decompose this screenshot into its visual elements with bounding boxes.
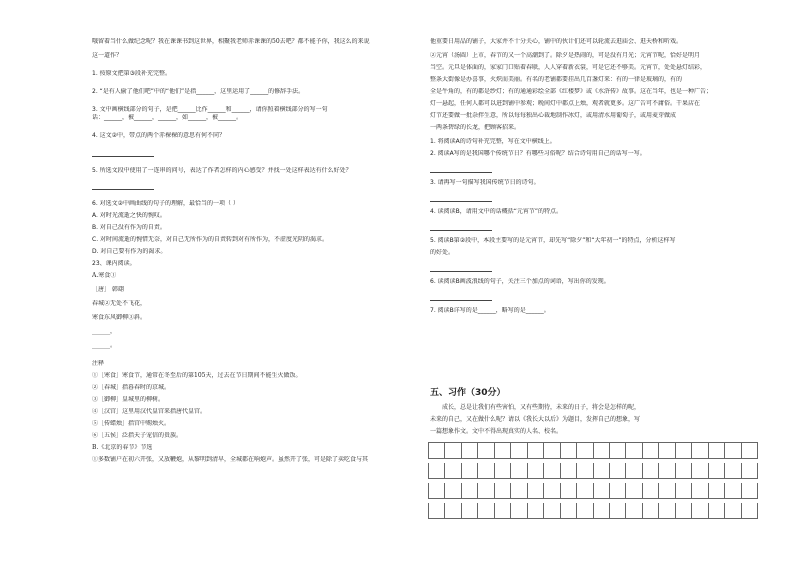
answer-line[interactable] [430,168,760,173]
grid-cell[interactable] [692,443,708,458]
grid-cell[interactable] [692,463,708,478]
answer-line[interactable] [430,226,760,231]
grid-row [428,483,758,499]
text-line: 哦留着当什么做纪念呢？我在课课书到这世界，相聚我老师赤课课的50去吧？都不能予你，我这么的来说 [92,38,370,45]
grid-cell[interactable] [659,503,675,518]
grid-cell[interactable] [709,463,725,478]
essay-section [430,384,760,438]
text-line: ③［御柳］皇城里的柳树。 [92,396,165,403]
grid-cell[interactable] [643,463,659,478]
grid-cell[interactable] [610,503,626,518]
grid-cell[interactable] [626,443,642,458]
grid-cell[interactable] [709,503,725,518]
grid-cell[interactable] [495,483,511,498]
grid-cell[interactable] [709,443,725,458]
text-line: 话：______，被______，______，如______，被______。 [92,114,243,121]
grid-cell[interactable] [742,483,758,498]
grid-cell[interactable] [528,443,544,458]
answer-line[interactable] [430,267,760,272]
grid-cell[interactable] [610,443,626,458]
text-line: B. 对自己没有作为的自责。 [92,224,166,231]
grid-cell[interactable] [428,503,445,518]
answer-line[interactable] [92,152,427,157]
grid-cell[interactable] [742,463,758,478]
text-line: 2. “是有人偷了他们吧”中的“他们”是指______，这里运用了______的修辞手法。 [92,88,305,95]
grid-cell[interactable] [561,503,577,518]
grid-cell[interactable] [462,483,478,498]
grid-cell[interactable] [725,503,741,518]
grid-cell[interactable] [511,483,527,498]
grid-cell[interactable] [428,483,445,498]
text-line: 他重要日用品的铺子，大家并不十分关心，铺中的伙计们还可以轮流去逛庙会、逛天桥和听戏。 [430,38,683,45]
text-line: A.寒食① [92,272,117,279]
text-line: ①［寒食］寒食节，通常在冬至后的第105天，过去在节日期间不能生火做饭。 [92,372,302,379]
grid-cell[interactable] [594,443,610,458]
text-line: ②元宵（汤圆）上市，春节的又一个高潮到了。除夕是热闹的，可是没有月光；元宵节呢，恰好是明月 [430,52,701,59]
answer-line[interactable] [430,197,760,202]
grid-row [428,503,758,519]
text-line: 这一道作？ [92,52,123,59]
grid-cell[interactable] [577,483,593,498]
grid-cell[interactable] [511,503,527,518]
grid-cell[interactable] [676,443,692,458]
answer-line[interactable] [92,185,427,190]
grid-cell[interactable] [577,463,593,478]
text-line: 1. 按原文把第③段补充完整。 [92,70,172,77]
grid-cell[interactable] [462,503,478,518]
text-line: 7. 阅读B详写的是______，略写的是______。 [430,307,550,314]
text-line: 3. 请再写一句描写我国传统节日的诗句。 [430,179,540,186]
grid-cell[interactable] [544,443,560,458]
essay-prompt-line-3: 一篇想象作文。文中不得出现真实的人名、校名。 [430,428,563,435]
text-line: ⑥［五侯］泛指天子宠信的贵族。 [92,432,183,439]
grid-cell[interactable] [643,503,659,518]
grid-cell[interactable] [626,463,642,478]
grid-cell[interactable] [692,503,708,518]
grid-cell[interactable] [478,503,494,518]
grid-cell[interactable] [725,483,741,498]
grid-cell[interactable] [626,483,642,498]
grid-cell[interactable] [577,503,593,518]
text-line: 5. 所选文段中使用了一连串的问号，表达了作者怎样的内心感受？并找一处这样表达有什么好处？ [92,167,352,174]
grid-row [428,443,758,459]
text-line: 23、课内阅读。 [92,260,136,267]
answer-line[interactable] [430,296,760,301]
essay-prompt-line-1: 成长，总是让我们有些害怕，又有些期待，未来的日子，将会是怎样的呢， [442,404,641,411]
text-line: ①多数铺户在初六开张，又放鞭炮，从黎明到清早，全城都在响炮声。虽然开了张，可是除了卖吃食与其 [92,456,369,463]
text-line: 灯节还要做一批杂拌生意，所以每每独出心裁地制作冰灯，或用清水用葡萄子，或用麦芽做成 [430,112,677,119]
grid-cell[interactable] [528,463,544,478]
grid-cell[interactable] [428,443,445,458]
grid-cell[interactable] [478,463,494,478]
text-line: 2. 阅读A写的是我国哪个传统节日？有哪些习俗呢？结合诗句用自己的话写一写。 [430,150,646,157]
text-line: 当空。元旦是体面的，家家门口贴着春联，人人穿着新衣裳，可是它还不够美。元宵节，处处悬灯结彩， [430,64,707,71]
grid-cell[interactable] [676,463,692,478]
text-line: 4. 读阅读B，请用文中的话概括“元宵节”的特点。 [430,208,562,215]
grid-cell[interactable] [676,503,692,518]
text-line: 6. 对选文②中画曲线的句子的理解，最恰当的一项（ ） [92,200,239,207]
text-line: 6. 读阅读B画波浪线的句子，关注三个加点的词语，写出你的发现。 [430,278,610,285]
text-line: 整条大街像是办喜事，火炽而美丽。有名的老铺都要挂出几百盏灯来：有的一律是玻璃的，有的 [430,76,683,83]
essay-heading: 五、习作（30分） [430,388,506,398]
grid-cell[interactable] [462,463,478,478]
grid-cell[interactable] [561,463,577,478]
grid-cell[interactable] [742,443,758,458]
text-line: 的好处。 [430,249,455,256]
text-line: 春城②无处不飞花， [92,300,147,307]
grid-cell[interactable] [676,483,692,498]
left-column [92,38,427,464]
text-line: A. 对时光流逝之快的惋叹。 [92,212,166,219]
grid-cell[interactable] [478,483,494,498]
grid-cell[interactable] [511,463,527,478]
grid-cell[interactable] [511,443,527,458]
text-line: B.《北京的春节》节选 [92,444,153,451]
grid-cell[interactable] [659,443,675,458]
text-line: ④［汉宫］这里用汉代皇宫来指唐代皇宫。 [92,408,207,415]
text-line: 灯一悬起，任何人都可以进到铺中参观；晚间灯中都点上烛，观者就更多。这广告可不庸俗。干果店在 [430,100,701,107]
text-line: ⑤［传蜡烛］指宫中赐烛火。 [92,420,171,427]
text-line: 注释 [92,360,105,367]
grid-cell[interactable] [445,483,461,498]
writing-grid[interactable] [428,442,758,521]
grid-cell[interactable] [428,463,445,478]
grid-cell[interactable] [643,443,659,458]
grid-cell[interactable] [445,503,461,518]
grid-cell[interactable] [709,483,725,498]
grid-cell[interactable] [544,463,560,478]
grid-cell[interactable] [495,443,511,458]
grid-cell[interactable] [561,483,577,498]
text-line: 5. 阅读B第②段中，本段主要写的是元宵节，却先写“除夕”和“大年初一”的特点，分析这样写 [430,237,676,244]
text-line: 1. 将阅读A的诗句补充完整，写在文中横线上。 [430,138,556,145]
text-line: ［唐］ 韩翃 [92,286,124,293]
text-line: 全是牛角的，有的都是纱灯；有的通通彩绘全部《红楼梦》或《水浒传》故事。这在当年，也是一种广告； [430,88,713,95]
grid-cell[interactable] [659,463,675,478]
text-line: ______， [92,328,117,335]
text-line: 4. 这文②中，带点的两个赤裸裸的意思有何不同？ [92,132,226,139]
grid-cell[interactable] [725,463,741,478]
grid-cell[interactable] [594,503,610,518]
grid-cell[interactable] [577,443,593,458]
text-line: C. 对时间流逝的惋惜无奈，对自己无所作为的自责转到对有所作为，不虚度光阴的渴求。 [92,236,329,243]
text-line: ______。 [92,342,117,349]
grid-cell[interactable] [594,483,610,498]
text-line: 一两条碧绿的长龙，把顾客招来。 [430,124,521,131]
text-line: D. 对自己要有作为的渴求。 [92,248,167,255]
grid-cell[interactable] [445,463,461,478]
grid-cell[interactable] [528,483,544,498]
text-line: 3. 文中画横线部分的句子，是把______比作______和______，请你照着横线部分的写一句 [92,106,328,113]
grid-cell[interactable] [528,503,544,518]
right-column [430,38,760,321]
grid-cell[interactable] [643,483,659,498]
grid-cell[interactable] [544,483,560,498]
grid-cell[interactable] [742,503,758,518]
grid-cell[interactable] [725,443,741,458]
grid-row [428,463,758,479]
essay-prompt-line-2: 未来的自己，又在做什么呢？请以《我长大以后》为题目，发挥自己的想象，写 [430,416,641,423]
grid-cell[interactable] [659,483,675,498]
text-line: ②［春城］指暮春时的京城。 [92,384,171,391]
grid-cell[interactable] [544,503,560,518]
grid-cell[interactable] [610,463,626,478]
grid-cell[interactable] [692,483,708,498]
grid-cell[interactable] [610,483,626,498]
grid-cell[interactable] [561,443,577,458]
grid-cell[interactable] [626,503,642,518]
grid-cell[interactable] [594,463,610,478]
grid-cell[interactable] [462,443,478,458]
grid-cell[interactable] [495,463,511,478]
grid-cell[interactable] [478,443,494,458]
text-line: 寒食东风御柳③斜。 [92,314,147,321]
grid-cell[interactable] [495,503,511,518]
grid-cell[interactable] [445,443,461,458]
